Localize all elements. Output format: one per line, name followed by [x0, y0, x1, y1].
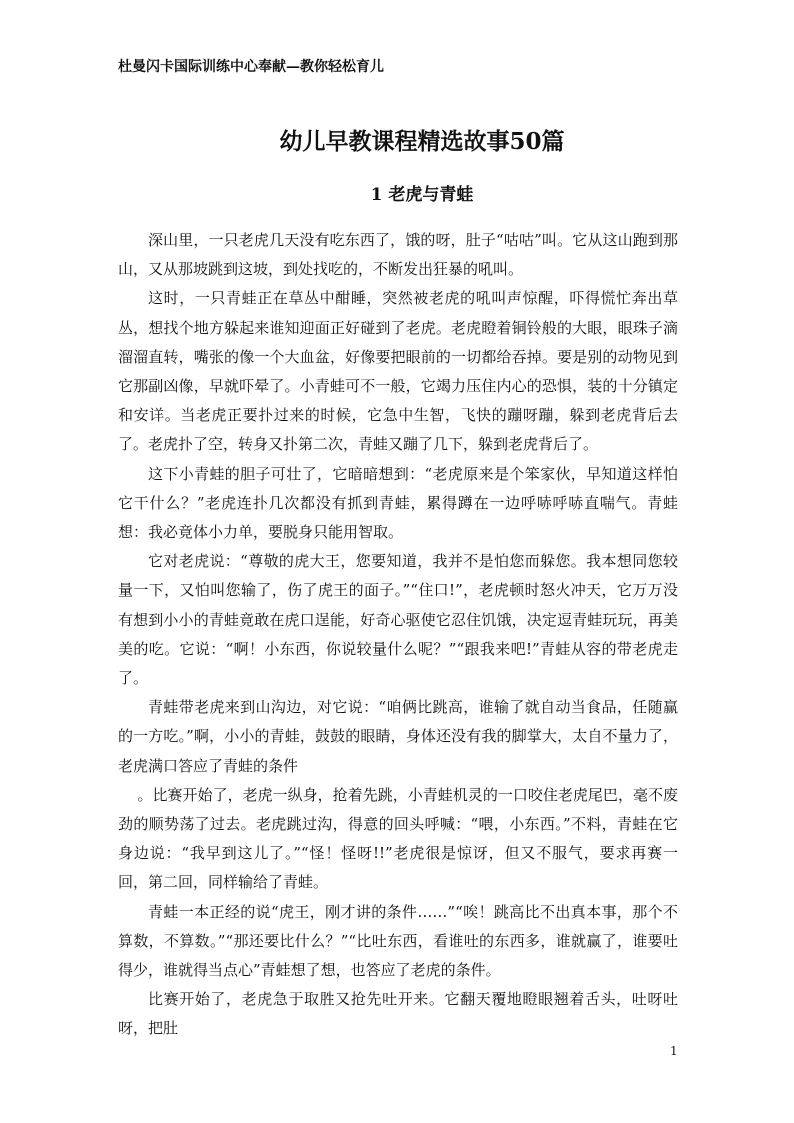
paragraph: 青蛙一本正经的说“虎王，刚才讲的条件……”“唉！跳高比不出真本事，那个不算数，不算数。”“那还要比什么？”“比吐东西，看谁吐的东西多，谁就赢了，谁要吐得少，谁就得当点心”青蛙想了想，也答应了老虎的条件。 [118, 902, 678, 980]
story-title: 1 老虎与青蛙 [370, 185, 474, 205]
page-number: 1 [670, 1044, 678, 1058]
document-header: 杜曼闪卡国际训练中心奉献—教你轻松育儿 [118, 59, 384, 75]
paragraph: 它对老虎说：“尊敬的虎大王，您要知道，我并不是怕您而躲您。我本想同您较量一下，又怕叫您输了，伤了虎王的面子。”“住口!”，老虎顿时怒火冲天，它万万没有想到小小的青蛙竟敢在虎口逞能，好奇心驱使它忍住饥饿，决定逗青蛙玩玩，再美美的吃。它说：“啊！小东西，你说较量什么呢？”“跟我来吧!”青蛙从容的带老虎走了。 [118, 552, 678, 688]
paragraph: 这下小青蛙的胆子可壮了，它暗暗想到：“老虎原来是个笨家伙，早知道这样怕它干什么？”老虎连扑几次都没有抓到青蛙，累得蹲在一边呼哧呼哧直喘气。青蛙想：我必竟体小力单，要脱身只能用智取。 [118, 464, 678, 542]
paragraph: 这时，一只青蛙正在草丛中酣睡，突然被老虎的吼叫声惊醒，吓得慌忙奔出草丛，想找个地方躲起来谁知迎面正好碰到了老虎。老虎瞪着铜铃般的大眼，眼珠子滴溜溜直转，嘴张的像一个大血盆，好像要把眼前的一切都给吞掉。要是别的动物见到它那副凶像，早就吓晕了。小青蛙可不一般，它竭力压住内心的恐惧，装的十分镇定和安详。当老虎正要扑过来的时候，它急中生智，飞快的蹦呀蹦，躲到老虎背后去了。老虎扑了空，转身又扑第二次，青蛙又蹦了几下，躲到老虎背后了。 [118, 289, 678, 454]
paragraph: 深山里，一只老虎几天没有吃东西了，饿的呀，肚子“咕咕”叫。它从这山跑到那山，又从那坡跳到这坡，到处找吃的，不断发出狂暴的吼叫。 [118, 231, 678, 279]
paragraph: 比赛开始了，老虎急于取胜又抢先吐开来。它翻天覆地瞪眼翘着舌头，吐呀吐呀，把肚 [118, 990, 678, 1038]
story-body [118, 226, 678, 1044]
document-title: 幼儿早教课程精选故事50篇 [279, 128, 565, 155]
paragraph: 青蛙带老虎来到山沟边，对它说：“咱俩比跳高，谁输了就自动当食品，任随赢的一方吃。”啊，小小的青蛙，鼓鼓的眼睛，身体还没有我的脚掌大，太自不量力了，老虎满口答应了青蛙的条件 [118, 698, 678, 775]
paragraph: 。比赛开始了，老虎一纵身，抢着先跳，小青蛙机灵的一口咬住老虎尾巴，毫不废劲的顺势荡了过去。老虎跳过沟，得意的回头呼喊：“喂，小东西。”不料，青蛙在它身边说：“我早到这儿了。”“怪！怪呀!!”老虎很是惊讶，但又不服气，要求再赛一回，第二回，同样输给了青蛙。 [118, 785, 678, 892]
